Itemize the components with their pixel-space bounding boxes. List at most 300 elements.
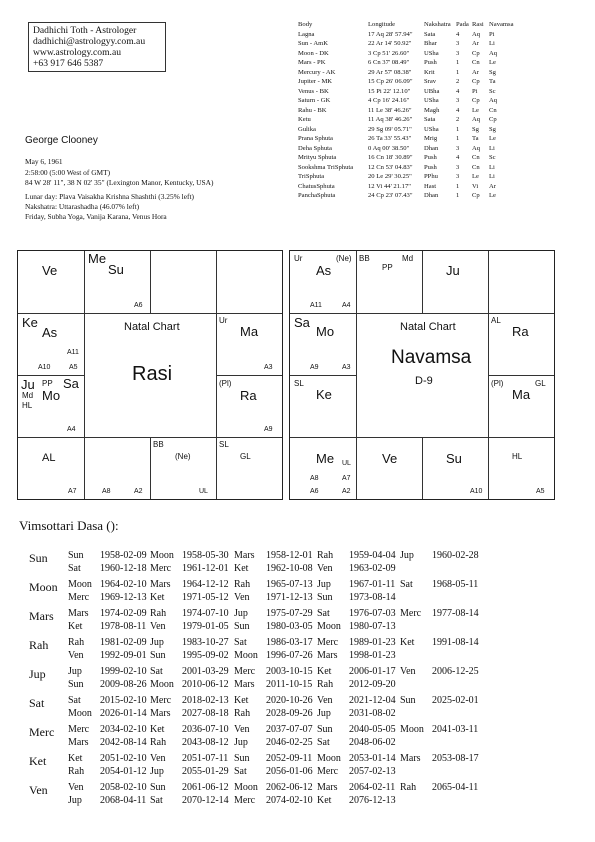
planet-cell: Cp <box>472 78 480 85</box>
dasa-planet: Sun <box>234 753 250 764</box>
dasa-planet: Mars <box>234 678 255 690</box>
dasa-sub-period <box>150 550 229 563</box>
dasa-sub-period <box>234 782 313 795</box>
planet-row <box>298 31 519 41</box>
dasa-planet: Ven <box>68 649 84 661</box>
nav-ve: Ve <box>382 451 398 466</box>
dasa-sub-period <box>150 782 229 795</box>
dasa-date: 1968-05-11 <box>432 579 479 590</box>
dasa-planet: Moon <box>317 753 341 764</box>
dasa-planet: Sun <box>317 724 333 735</box>
planet-cell: Lagna <box>298 30 315 38</box>
planet-cell: 15 Pi 22' 12.10" <box>368 87 411 95</box>
astrologer-info-box <box>28 22 166 72</box>
dasa-date: 2010-06-12 <box>182 678 229 690</box>
dasa-sub-period <box>68 724 147 737</box>
planet-cell: 4 <box>456 30 460 38</box>
planet-cell: TriSphuta <box>298 173 325 180</box>
dasa-sub-period <box>317 766 396 779</box>
planet-cell: Bhar <box>424 40 437 47</box>
planet-cell: Sc <box>489 87 496 95</box>
nav-sa: Sa <box>294 315 310 330</box>
planet-cell: Srav <box>424 78 437 85</box>
rasi-al: AL <box>42 452 56 464</box>
dasa-date: 2027-08-18 <box>182 707 229 719</box>
planet-cell: Li <box>489 163 495 171</box>
dasa-date: 2053-01-14 <box>349 753 396 764</box>
planet-cell: Sg <box>472 125 479 133</box>
planet-cell: 4 <box>456 106 460 114</box>
dasa-date: 1960-12-18 <box>100 562 147 574</box>
nav-ke: Ke <box>316 387 332 402</box>
nav-a7: A7 <box>342 475 351 482</box>
dasa-planet: Rah <box>234 707 251 719</box>
dasa-sub-period <box>68 766 147 779</box>
dasa-planet: Rah <box>317 678 334 690</box>
planet-cell: 11 Aq 38' 46.26" <box>368 116 413 123</box>
dasa-planet: Ven <box>400 666 416 677</box>
planet-cell: 2 <box>456 78 460 85</box>
planet-table <box>298 21 519 202</box>
planet-cell: Ar <box>472 40 479 47</box>
dasa-planet: Jup <box>234 608 248 619</box>
dasa-date: 2009-08-26 <box>100 678 147 690</box>
nav-ra: Ra <box>512 324 529 339</box>
dasa-planet: Rah <box>150 736 167 748</box>
planet-cell: USha <box>424 97 439 104</box>
dasa-date: 2064-02-11 <box>349 782 396 793</box>
dasa-planet: Moon <box>68 707 92 719</box>
dasa-date: 2020-10-26 <box>266 695 313 706</box>
planet-cell: Le <box>489 59 496 66</box>
dasa-sub-period <box>317 563 396 576</box>
planet-cell: 6 Cn 37' 08.49" <box>368 59 410 66</box>
dasa-planet: Mars <box>317 782 338 793</box>
dasa-planet: Mars <box>150 579 171 590</box>
planet-cell: Cp <box>472 49 480 57</box>
planet-cell: 3 <box>456 144 460 152</box>
planet-row <box>298 192 519 202</box>
planet-cell: Pi <box>489 30 495 38</box>
nav-ur: Ur <box>294 254 303 263</box>
dasa-date: 1975-07-29 <box>266 608 313 619</box>
dasa-sub-period <box>68 695 147 708</box>
col-header: Rasi <box>472 21 484 28</box>
dasa-date: 2046-02-25 <box>266 736 313 748</box>
dasa-sub-period <box>234 795 313 808</box>
dasa-planet: Sat <box>150 794 163 806</box>
astrologer-website[interactable]: www.astrology.com.au <box>33 47 122 58</box>
nav-mo: Mo <box>316 324 335 339</box>
planet-cell: Aq <box>489 97 498 104</box>
planet-cell: Sata <box>424 30 436 38</box>
planet-cell: Ketu <box>298 116 311 123</box>
dasa-date: 2061-06-12 <box>182 782 229 793</box>
dasa-date: 1958-12-01 <box>266 550 313 561</box>
dasa-planet: Mars <box>400 753 421 764</box>
col-header: Pada <box>456 21 469 28</box>
dasa-planet: Mars <box>68 736 89 748</box>
planet-cell: 1 <box>456 125 460 133</box>
dasa-date: 1986-03-17 <box>266 637 313 648</box>
dasa-date: 1964-12-12 <box>182 579 229 590</box>
nav-sl: SL <box>294 379 304 388</box>
dasa-date: 1974-02-09 <box>100 608 147 619</box>
rasi-a5: A5 <box>69 364 78 371</box>
rasi-ju: Ju <box>21 377 35 392</box>
planet-cell: 16 Cn 18' 30.89" <box>368 154 413 161</box>
rasi-a4: A4 <box>67 426 76 433</box>
dasa-date: 2031-08-02 <box>349 707 396 719</box>
dasa-sub-period <box>68 753 147 766</box>
dasa-date: 1978-08-11 <box>100 620 147 632</box>
planet-cell: USha <box>424 49 439 57</box>
dasa-date: 2011-10-15 <box>266 678 313 690</box>
dasa-date: 1973-08-14 <box>349 591 396 603</box>
planet-cell: Push <box>424 154 437 161</box>
dasa-planet: Moon <box>317 620 341 632</box>
navamsa-chart <box>289 250 555 500</box>
dasa-major-period: Ket <box>29 754 47 768</box>
dasa-sub-period <box>400 753 479 766</box>
dasa-planet: Jup <box>400 550 414 561</box>
dasa-planet: Merc <box>317 637 339 648</box>
planet-cell: Vi <box>472 182 479 190</box>
dasa-sub-period <box>150 695 229 708</box>
nav-as: As <box>316 263 332 278</box>
planet-cell: Sata <box>424 116 436 123</box>
dasa-sub-period <box>234 724 313 737</box>
dasa-planet: Ven <box>234 724 250 735</box>
dasa-major-period: Jup <box>29 667 46 681</box>
dasa-planet: Jup <box>234 736 248 748</box>
planet-cell: PanchaSphuta <box>298 192 336 199</box>
planet-cell: Aq <box>472 116 481 123</box>
dasa-sub-period <box>234 637 313 650</box>
dasa-sub-period <box>150 666 229 679</box>
planet-cell: Ar <box>472 68 479 76</box>
planet-row <box>298 145 519 155</box>
dasa-sub-period <box>234 766 313 779</box>
dasa-sub-period <box>317 650 396 663</box>
dasa-planet: Sat <box>68 695 81 706</box>
planet-table-header <box>298 21 519 31</box>
planet-row <box>298 107 519 117</box>
dasa-planet: Mars <box>150 707 171 719</box>
dasa-sub-period <box>68 608 147 621</box>
dasa-sub-period <box>150 724 229 737</box>
dasa-planet: Mars <box>234 550 255 561</box>
planet-cell: 1 <box>456 59 460 66</box>
rasi-a2: A2 <box>134 488 143 495</box>
dasa-date: 2051-02-10 <box>100 753 147 764</box>
dasa-sub-period <box>317 679 396 692</box>
astrologer-name: Dadhichi Toth - Astrologer <box>33 25 137 36</box>
nav-pl: (Pl) <box>491 379 504 388</box>
dasa-sub-period <box>400 608 479 621</box>
nav-a11: A11 <box>310 302 322 309</box>
planet-cell: 1 <box>456 182 460 190</box>
dasa-sub-period <box>68 650 147 663</box>
dasa-date: 2056-01-06 <box>266 765 313 777</box>
planet-cell: Sookshma TriSphuta <box>298 163 354 171</box>
planet-cell: Cn <box>472 163 480 171</box>
dasa-sub-period <box>234 621 313 634</box>
nav-md: Md <box>402 254 414 263</box>
planet-cell: Mrig <box>424 135 438 142</box>
rasi-ne: (Ne) <box>175 452 191 461</box>
dasa-date: 2026-01-14 <box>100 707 147 719</box>
planet-cell: 2 <box>456 116 460 123</box>
dasa-planet: Ket <box>400 637 415 648</box>
dasa-date: 1983-10-27 <box>182 637 229 648</box>
dasa-sub-period <box>400 782 478 795</box>
subject-name: George Clooney <box>25 135 98 146</box>
dasa-date: 1964-02-10 <box>100 579 147 590</box>
dasa-planet: Jup <box>68 666 82 677</box>
planet-cell: Le <box>489 135 496 142</box>
dasa-planet: Merc <box>317 765 339 777</box>
rasi-a10: A10 <box>38 364 51 371</box>
dasa-planet: Rah <box>317 550 334 561</box>
planet-row <box>298 88 519 98</box>
dasa-major-period: Moon <box>29 580 58 594</box>
dasa-planet: Mars <box>317 649 338 661</box>
dasa-sub-period <box>317 550 396 563</box>
rasi-mo: Mo <box>42 388 61 403</box>
dasa-sub-period <box>68 795 146 808</box>
planet-cell: Ta <box>489 78 496 85</box>
planet-cell: Rahu - BK <box>298 106 327 114</box>
dasa-planet: Sun <box>68 678 84 690</box>
dasa-planet: Merc <box>68 591 90 603</box>
dasa-major-period: Rah <box>29 638 49 652</box>
rasi-chart <box>17 250 283 500</box>
dasa-date: 2006-12-25 <box>432 666 479 677</box>
planet-cell: 1 <box>456 192 460 199</box>
rasi-a8: A8 <box>102 488 111 495</box>
dasa-sub-period <box>234 563 313 576</box>
dasa-date: 1999-02-10 <box>100 666 147 677</box>
rasi-ma: Ma <box>240 324 259 339</box>
planet-cell: Prana Sphuta <box>298 135 333 142</box>
dasa-date: 1971-05-12 <box>182 591 229 603</box>
planet-cell: 3 <box>456 97 460 104</box>
dasa-planet: Rah <box>400 782 417 793</box>
rasi-ul: UL <box>199 488 208 495</box>
planet-row <box>298 97 519 107</box>
planet-cell: Sun - AmK <box>298 40 329 47</box>
dasa-date: 1965-07-13 <box>266 579 313 590</box>
planet-row <box>298 173 519 183</box>
planet-row <box>298 69 519 79</box>
dasa-sub-period <box>68 579 147 592</box>
planet-cell: Venus - BK <box>298 87 329 95</box>
rasi-sa: Sa <box>63 376 79 391</box>
rasi-ur: Ur <box>219 316 228 325</box>
planet-cell: Push <box>424 163 437 171</box>
dasa-sub-period <box>150 650 229 663</box>
rasi-center-title: Rasi <box>132 363 173 385</box>
nav-a6: A6 <box>310 488 319 495</box>
rasi-a6: A6 <box>134 302 143 309</box>
dasa-date: 2057-02-13 <box>349 765 396 777</box>
planet-cell: 3 <box>456 40 460 47</box>
dasa-planet: Sun <box>317 591 333 603</box>
dasa-sub-period <box>317 753 396 766</box>
dasa-sub-period <box>400 637 479 650</box>
dasa-sub-period <box>150 592 229 605</box>
dasa-planet: Sat <box>68 562 81 574</box>
planet-cell: Sg <box>489 68 496 76</box>
nav-a8: A8 <box>310 475 319 482</box>
dasa-planet: Merc <box>150 562 172 574</box>
dasa-planet: Rah <box>150 608 167 619</box>
nakshatra-info: Nakshatra: Uttarashadha (46.07% left) <box>25 202 140 211</box>
planet-cell: 4 <box>456 154 460 161</box>
birth-time: 2:58:00 (5:00 West of GMT) <box>25 168 111 177</box>
planet-cell: UBha <box>424 87 440 95</box>
rasi-su: Su <box>108 262 124 277</box>
nav-a2: A2 <box>342 488 351 495</box>
lunar-day: Lunar day: Plava Vaisakha Krishna Shashthi (3.25% left) <box>25 192 194 201</box>
dasa-sub-period <box>317 592 396 605</box>
dasa-planet: Sun <box>234 620 250 632</box>
dasa-planet: Sat <box>317 736 330 748</box>
planet-cell: Mars - PK <box>298 59 326 66</box>
birth-coords: 84 W 28' 11", 38 N 02' 35" (Lexington Manor, Kentucky, USA) <box>25 178 214 187</box>
planet-cell: Le <box>472 106 479 114</box>
rasi-pp: PP <box>42 379 53 388</box>
col-header: Navamsa <box>489 21 514 28</box>
rasi-hl: HL <box>22 401 33 410</box>
dasa-sub-period <box>234 666 313 679</box>
dasa-planet: Ket <box>234 695 249 706</box>
col-header: Body <box>298 21 313 28</box>
planet-cell: USha <box>424 125 439 133</box>
planet-cell: Sc <box>489 154 496 161</box>
dasa-date: 2042-08-14 <box>100 736 147 748</box>
dasa-date: 2036-07-10 <box>182 724 229 735</box>
dasa-date: 1959-04-04 <box>349 550 396 561</box>
planet-cell: Deha Sphuta <box>298 144 332 152</box>
nav-center-sub: D-9 <box>415 375 433 387</box>
dasa-date: 2015-02-10 <box>100 695 147 706</box>
dasa-major-period: Merc <box>29 725 55 739</box>
planet-cell: Aq <box>489 49 498 57</box>
dasa-date: 2055-01-29 <box>182 765 229 777</box>
dasa-planet: Ven <box>68 782 84 793</box>
nav-center-title: Navamsa <box>391 347 472 368</box>
dasa-sub-period <box>150 563 229 576</box>
planet-cell: ChatusSphuta <box>298 182 335 190</box>
nav-su: Su <box>446 451 462 466</box>
dasa-sub-period <box>150 795 229 808</box>
planet-cell: Gulika <box>298 125 316 133</box>
nav-a3: A3 <box>342 364 351 371</box>
planet-row <box>298 154 519 164</box>
dasa-date: 2070-12-14 <box>182 794 229 806</box>
planet-cell: 26 Ta 33' 55.43" <box>368 135 412 142</box>
dasa-sub-period <box>68 637 147 650</box>
dasa-date: 1962-10-08 <box>266 562 313 574</box>
dasa-sub-period <box>150 737 229 750</box>
planet-cell: 3 <box>456 163 460 171</box>
astrologer-email[interactable]: dadhichi@astrologyy.com.au <box>33 36 146 47</box>
dasa-date: 2021-12-04 <box>349 695 396 706</box>
dasa-planet: Jup <box>150 765 164 777</box>
dasa-date: 2006-01-17 <box>349 666 396 677</box>
dasa-sub-period <box>68 592 147 605</box>
nav-a10: A10 <box>470 488 483 495</box>
dasa-title: Vimsottari Dasa (): <box>19 518 119 533</box>
dasa-sub-period <box>68 666 147 679</box>
nav-a9: A9 <box>310 364 319 371</box>
dasa-planet: Sat <box>234 765 247 777</box>
dasa-date: 1960-02-28 <box>432 550 479 561</box>
planet-cell: Cn <box>472 59 480 66</box>
dasa-sub-period <box>150 679 229 692</box>
dasa-sub-period <box>68 782 147 795</box>
planet-row <box>298 183 519 193</box>
planet-cell: Aq <box>472 30 481 38</box>
dasa-planet: Sun <box>150 782 166 793</box>
dasa-sub-period <box>150 766 229 779</box>
dasa-sub-period <box>68 621 146 634</box>
planet-cell: 29 Sg 09' 05.71" <box>368 125 412 133</box>
dasa-date: 1967-01-11 <box>349 579 396 590</box>
rasi-as: As <box>42 325 58 340</box>
nav-center-label: Natal Chart <box>400 321 456 333</box>
dasa-date: 1980-07-13 <box>349 620 396 632</box>
dasa-planet: Jup <box>150 637 164 648</box>
dasa-sub-period <box>150 708 229 721</box>
rasi-md: Md <box>22 391 34 400</box>
dasa-sub-period <box>317 637 396 650</box>
dasa-planet: Ket <box>68 620 83 632</box>
dasa-sub-period <box>400 579 478 592</box>
planet-cell: Jupiter - MK <box>298 78 333 85</box>
dasa-date: 2001-03-29 <box>182 666 229 677</box>
dasa-sub-period <box>68 708 147 721</box>
planet-cell: Cp <box>489 116 497 123</box>
dasa-date: 1989-01-23 <box>349 637 396 648</box>
dasa-planet: Ket <box>68 753 83 764</box>
dasa-sub-period <box>150 579 229 592</box>
dasa-date: 2048-06-02 <box>349 736 396 748</box>
dasa-sub-period <box>317 708 396 721</box>
dasa-date: 1980-03-05 <box>266 620 313 632</box>
planet-cell: 1 <box>456 135 460 142</box>
dasa-sub-period <box>400 666 479 679</box>
dasa-sub-period <box>400 724 478 737</box>
planet-cell: 3 Cp 51' 26.60" <box>368 49 410 57</box>
dasa-date: 2076-12-13 <box>349 794 396 806</box>
nav-a4: A4 <box>342 302 351 309</box>
dasa-date: 2012-09-20 <box>349 678 396 690</box>
dasa-sub-period <box>234 708 313 721</box>
dasa-sub-period <box>400 550 479 563</box>
dasa-sub-period <box>234 550 313 563</box>
dasa-planet: Ket <box>150 724 165 735</box>
dasa-planet: Sun <box>150 649 166 661</box>
planet-cell: Pi <box>472 87 478 95</box>
dasa-planet: Jup <box>68 794 82 806</box>
planet-cell: 22 Ar 14' 50.92" <box>368 40 412 47</box>
planet-cell: 12 Cn 53' 04.83" <box>368 163 413 171</box>
dasa-date: 1991-08-14 <box>432 637 479 648</box>
planet-cell: Krit <box>424 68 435 76</box>
